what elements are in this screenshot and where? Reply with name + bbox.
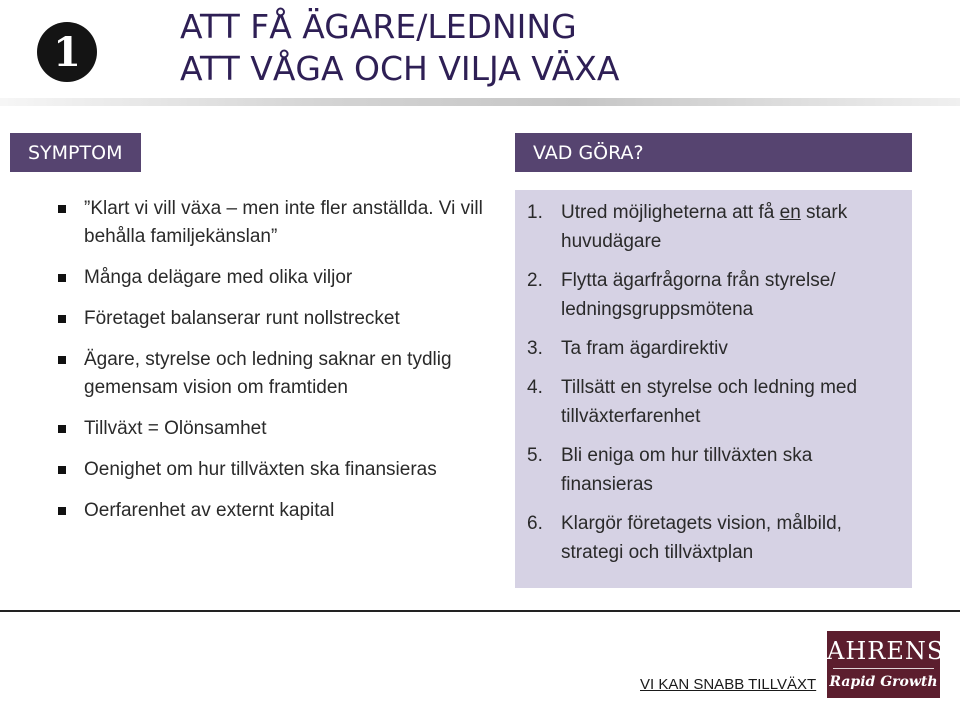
square-bullet-icon bbox=[58, 356, 66, 364]
action-text-end: stark huvudägare bbox=[561, 202, 848, 252]
square-bullet-icon bbox=[58, 466, 66, 474]
symptom-item bbox=[54, 415, 494, 443]
action-text: Tillsätt en styrelse och ledning med tillväxterfarenhet bbox=[561, 377, 858, 427]
action-text: Utred möjligheterna att få bbox=[561, 202, 780, 223]
actions-panel bbox=[515, 190, 912, 588]
actions-header bbox=[515, 133, 912, 172]
square-bullet-icon bbox=[58, 315, 66, 323]
logo-name: AHRENS bbox=[827, 637, 945, 665]
symptom-item bbox=[54, 346, 494, 402]
symptom-item bbox=[54, 456, 494, 484]
symptoms-header-label: SYMPTOM bbox=[28, 141, 123, 164]
symptom-item bbox=[54, 195, 494, 251]
square-bullet-icon bbox=[58, 425, 66, 433]
page-title bbox=[180, 6, 619, 90]
symptom-text: Tillväxt = Olönsamhet bbox=[84, 418, 267, 439]
logo-rule bbox=[833, 668, 934, 669]
action-number: 3. bbox=[527, 338, 543, 359]
symptoms-list bbox=[54, 195, 494, 538]
action-item bbox=[527, 334, 902, 363]
footer-divider bbox=[0, 610, 960, 612]
action-number: 4. bbox=[527, 377, 543, 398]
action-item bbox=[527, 198, 902, 256]
footer-tagline: VI KAN SNABB TILLVÄXT bbox=[640, 676, 817, 693]
actions-list bbox=[527, 198, 902, 567]
action-item bbox=[527, 509, 902, 567]
action-text-underlined: en bbox=[779, 202, 801, 223]
action-text: Bli eniga om hur tillväxten ska finansieras bbox=[561, 445, 813, 495]
symptom-item bbox=[54, 497, 494, 525]
symptoms-header bbox=[10, 133, 141, 172]
symptom-text: ”Klart vi vill växa – men inte fler anställda. Vi vill behålla familjekänslan” bbox=[84, 198, 483, 247]
action-text: Flytta ägarfrågorna från styrelse/ ledningsgruppsmötena bbox=[561, 270, 836, 320]
symptom-text: Många delägare med olika viljor bbox=[84, 267, 353, 288]
logo-subtitle: Rapid Growth bbox=[829, 674, 938, 690]
symptom-text: Oenighet om hur tillväxten ska finansieras bbox=[84, 459, 437, 480]
action-item bbox=[527, 373, 902, 431]
title-line-2: ATT VÅGA OCH VILJA VÄXA bbox=[180, 49, 620, 88]
action-text: Ta fram ägardirektiv bbox=[561, 338, 728, 359]
symptom-item bbox=[54, 264, 494, 292]
title-divider bbox=[0, 98, 960, 106]
square-bullet-icon bbox=[58, 274, 66, 282]
ahrens-logo bbox=[827, 631, 945, 698]
action-number: 5. bbox=[527, 445, 543, 466]
slide-number: 1 bbox=[53, 28, 81, 76]
action-text: Klargör företagets vision, målbild, strategi och tillväxtplan bbox=[561, 513, 842, 563]
symptom-text: Ägare, styrelse och ledning saknar en tydlig gemensam vision om framtiden bbox=[84, 349, 452, 398]
title-line-1: ATT FÅ ÄGARE/LEDNING bbox=[180, 7, 577, 46]
square-bullet-icon bbox=[58, 205, 66, 213]
action-item bbox=[527, 441, 902, 499]
action-item bbox=[527, 266, 902, 324]
symptom-item bbox=[54, 305, 494, 333]
square-bullet-icon bbox=[58, 507, 66, 515]
symptom-text: Företaget balanserar runt nollstrecket bbox=[84, 308, 400, 329]
action-number: 6. bbox=[527, 513, 543, 534]
actions-header-label: VAD GÖRA? bbox=[533, 141, 644, 164]
symptom-text: Oerfarenhet av externt kapital bbox=[84, 500, 335, 521]
slide-number-badge bbox=[37, 22, 97, 82]
action-number: 1. bbox=[527, 202, 543, 223]
action-number: 2. bbox=[527, 270, 543, 291]
